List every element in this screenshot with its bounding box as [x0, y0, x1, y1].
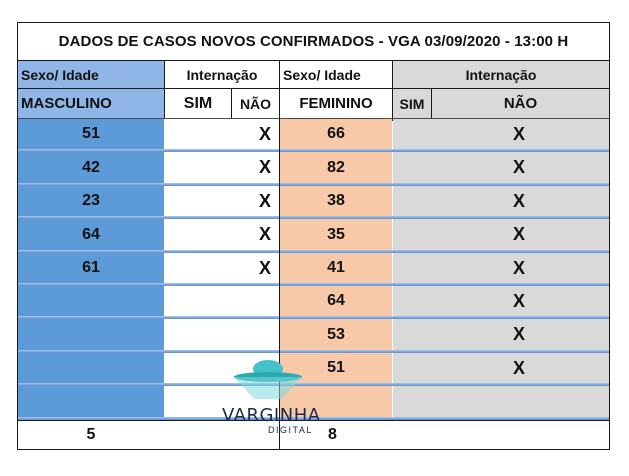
header-masculino: MASCULINO	[18, 89, 164, 118]
header-right-sim: SIM	[393, 89, 431, 118]
male-nao-cell	[232, 286, 279, 316]
female-nao-cell: X	[393, 286, 609, 316]
female-age-cell: 38	[280, 186, 392, 216]
male-nao-cell: X	[232, 152, 279, 183]
varginha-digital-logo	[208, 353, 328, 443]
header-right-nao: NÃO	[432, 89, 609, 118]
header-left-nao: NÃO	[232, 89, 279, 118]
male-sim-cell	[165, 286, 231, 316]
table-title: DADOS DE CASOS NOVOS CONFIRMADOS - VGA 03/09/2020 - 13:00 H	[18, 23, 609, 61]
logo-sub: DIGITAL	[268, 425, 313, 435]
vline-h-c	[392, 61, 393, 121]
header-left-internacao: Internação	[165, 61, 279, 88]
male-nao-cell: X	[232, 186, 279, 216]
male-age-cell	[18, 319, 164, 350]
male-nao-cell: X	[232, 219, 279, 250]
vline-h2-b	[231, 89, 232, 118]
header-feminino: FEMININO	[280, 89, 392, 118]
male-age-cell: 51	[18, 119, 164, 149]
male-sim-cell	[165, 319, 231, 350]
male-age-cell: 61	[18, 253, 164, 283]
male-age-cell	[18, 353, 164, 383]
logo-name: VARGINHA	[222, 405, 321, 426]
header-divider	[18, 88, 609, 89]
female-nao-cell: X	[393, 319, 609, 350]
header-bottom-line	[18, 118, 609, 119]
male-nao-cell	[232, 319, 279, 350]
female-age-cell: 53	[280, 319, 392, 350]
male-age-cell: 42	[18, 152, 164, 183]
female-age-cell: 66	[280, 119, 392, 149]
vline-h2-a	[164, 89, 165, 118]
header-left-sim: SIM	[165, 89, 231, 118]
female-nao-cell: X	[393, 186, 609, 216]
male-sim-cell	[165, 219, 231, 250]
male-sim-cell	[165, 119, 231, 149]
female-age-cell: 82	[280, 152, 392, 183]
total-female: 8	[280, 421, 392, 449]
male-nao-cell: X	[232, 119, 279, 149]
header-right-sex-age: Sexo/ Idade	[280, 61, 392, 88]
female-nao-cell: X	[393, 353, 609, 383]
male-sim-cell	[165, 253, 231, 283]
female-nao-cell: X	[393, 219, 609, 250]
female-nao-cell: X	[393, 253, 609, 283]
male-sim-cell	[165, 152, 231, 183]
male-age-cell	[18, 286, 164, 316]
female-age-cell: 41	[280, 253, 392, 283]
male-sim-cell	[165, 186, 231, 216]
total-male: 5	[18, 421, 164, 449]
female-nao-cell: X	[393, 152, 609, 183]
header-left-sex-age: Sexo/ Idade	[18, 61, 164, 88]
vline-h2-d	[431, 89, 432, 118]
vline-h1-a	[164, 61, 165, 88]
female-nao-cell	[393, 386, 609, 417]
female-nao-cell: X	[393, 119, 609, 149]
male-nao-cell: X	[232, 253, 279, 283]
female-age-cell: 35	[280, 219, 392, 250]
header-right-internacao: Internação	[393, 61, 609, 88]
male-age-cell: 64	[18, 219, 164, 250]
cases-table	[17, 22, 610, 450]
female-age-cell: 51	[280, 353, 392, 383]
male-age-cell: 23	[18, 186, 164, 216]
male-age-cell	[18, 386, 164, 417]
female-age-cell: 64	[280, 286, 392, 316]
